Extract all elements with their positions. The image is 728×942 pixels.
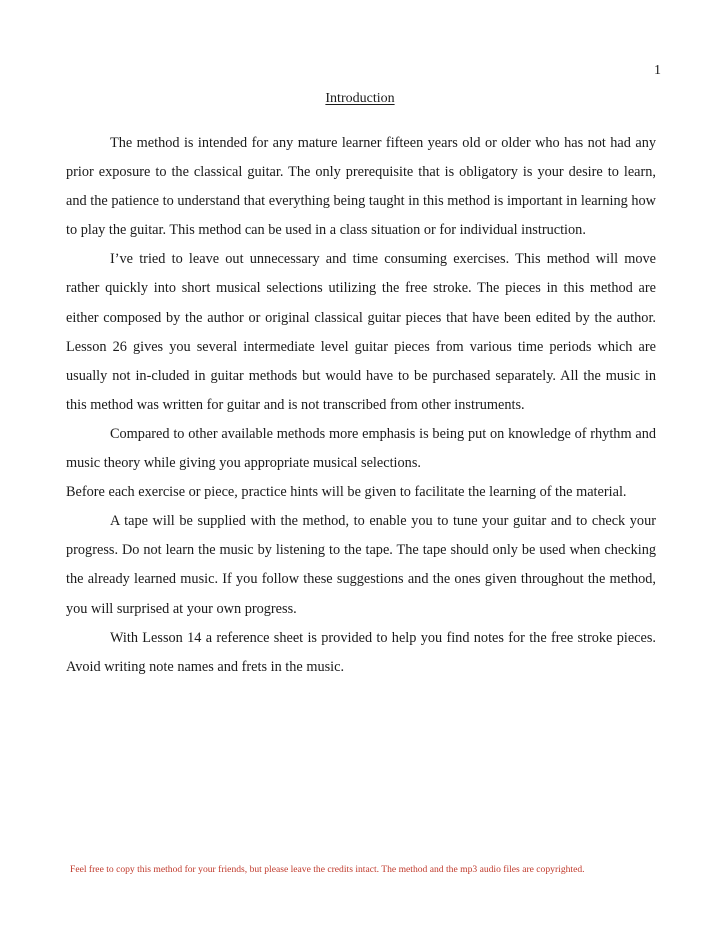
paragraph-method-content: I’ve tried to leave out unnecessary and time consuming exercises. This method will move rather quickly into short musical selections utilizing the free stroke. The pieces in this method are either composed by the author or original classical guitar pieces that have been edited by the author. Lesson 26 gives you several intermediate level guitar pieces from various time periods which are usually not in-cluded in guitar methods but would have to be purchased separately. All the music in this method was written for guitar and is not transcribed from other instruments. [66,251,656,413]
paragraph-reference-sheet: With Lesson 14 a reference sheet is provided to help you find notes for the free stroke pieces. Avoid writing note names and frets in the music. [66,629,656,675]
paragraph-intended-audience: The method is intended for any mature learner fifteen years old or older who has not had any prior exposure to the classical guitar. The only prerequisite that is obligatory is your desire to learn, and the patience to understand that everything being taught in this method is important in learning how to play the guitar. This method can be used in a class situation or for individual instruction. [66,135,656,239]
page-title: Introduction [325,91,395,106]
paragraph-practice-hints: Before each exercise or piece, practice hints will be given to facilitate the learning of the material. [66,484,627,501]
copyright-footer: Feel free to copy this method for your friends, but please leave the credits intact. The method and the mp3 audio files are copyrighted. [70,864,585,875]
body-text [66,129,656,682]
page-number: 1 [654,63,661,78]
paragraph-rhythm-theory: Compared to other available methods more emphasis is being put on knowledge of rhythm and music theory while giving you appropriate musical selections. [66,425,656,472]
paragraph-tape: A tape will be supplied with the method, to enable you to tune your guitar and to check your progress. Do not learn the music by listening to the tape. The tape should only be used when checking the already learned music. If you follow these suggestions and the ones given throughout the method, you will surprised at your own progress. [66,513,656,617]
